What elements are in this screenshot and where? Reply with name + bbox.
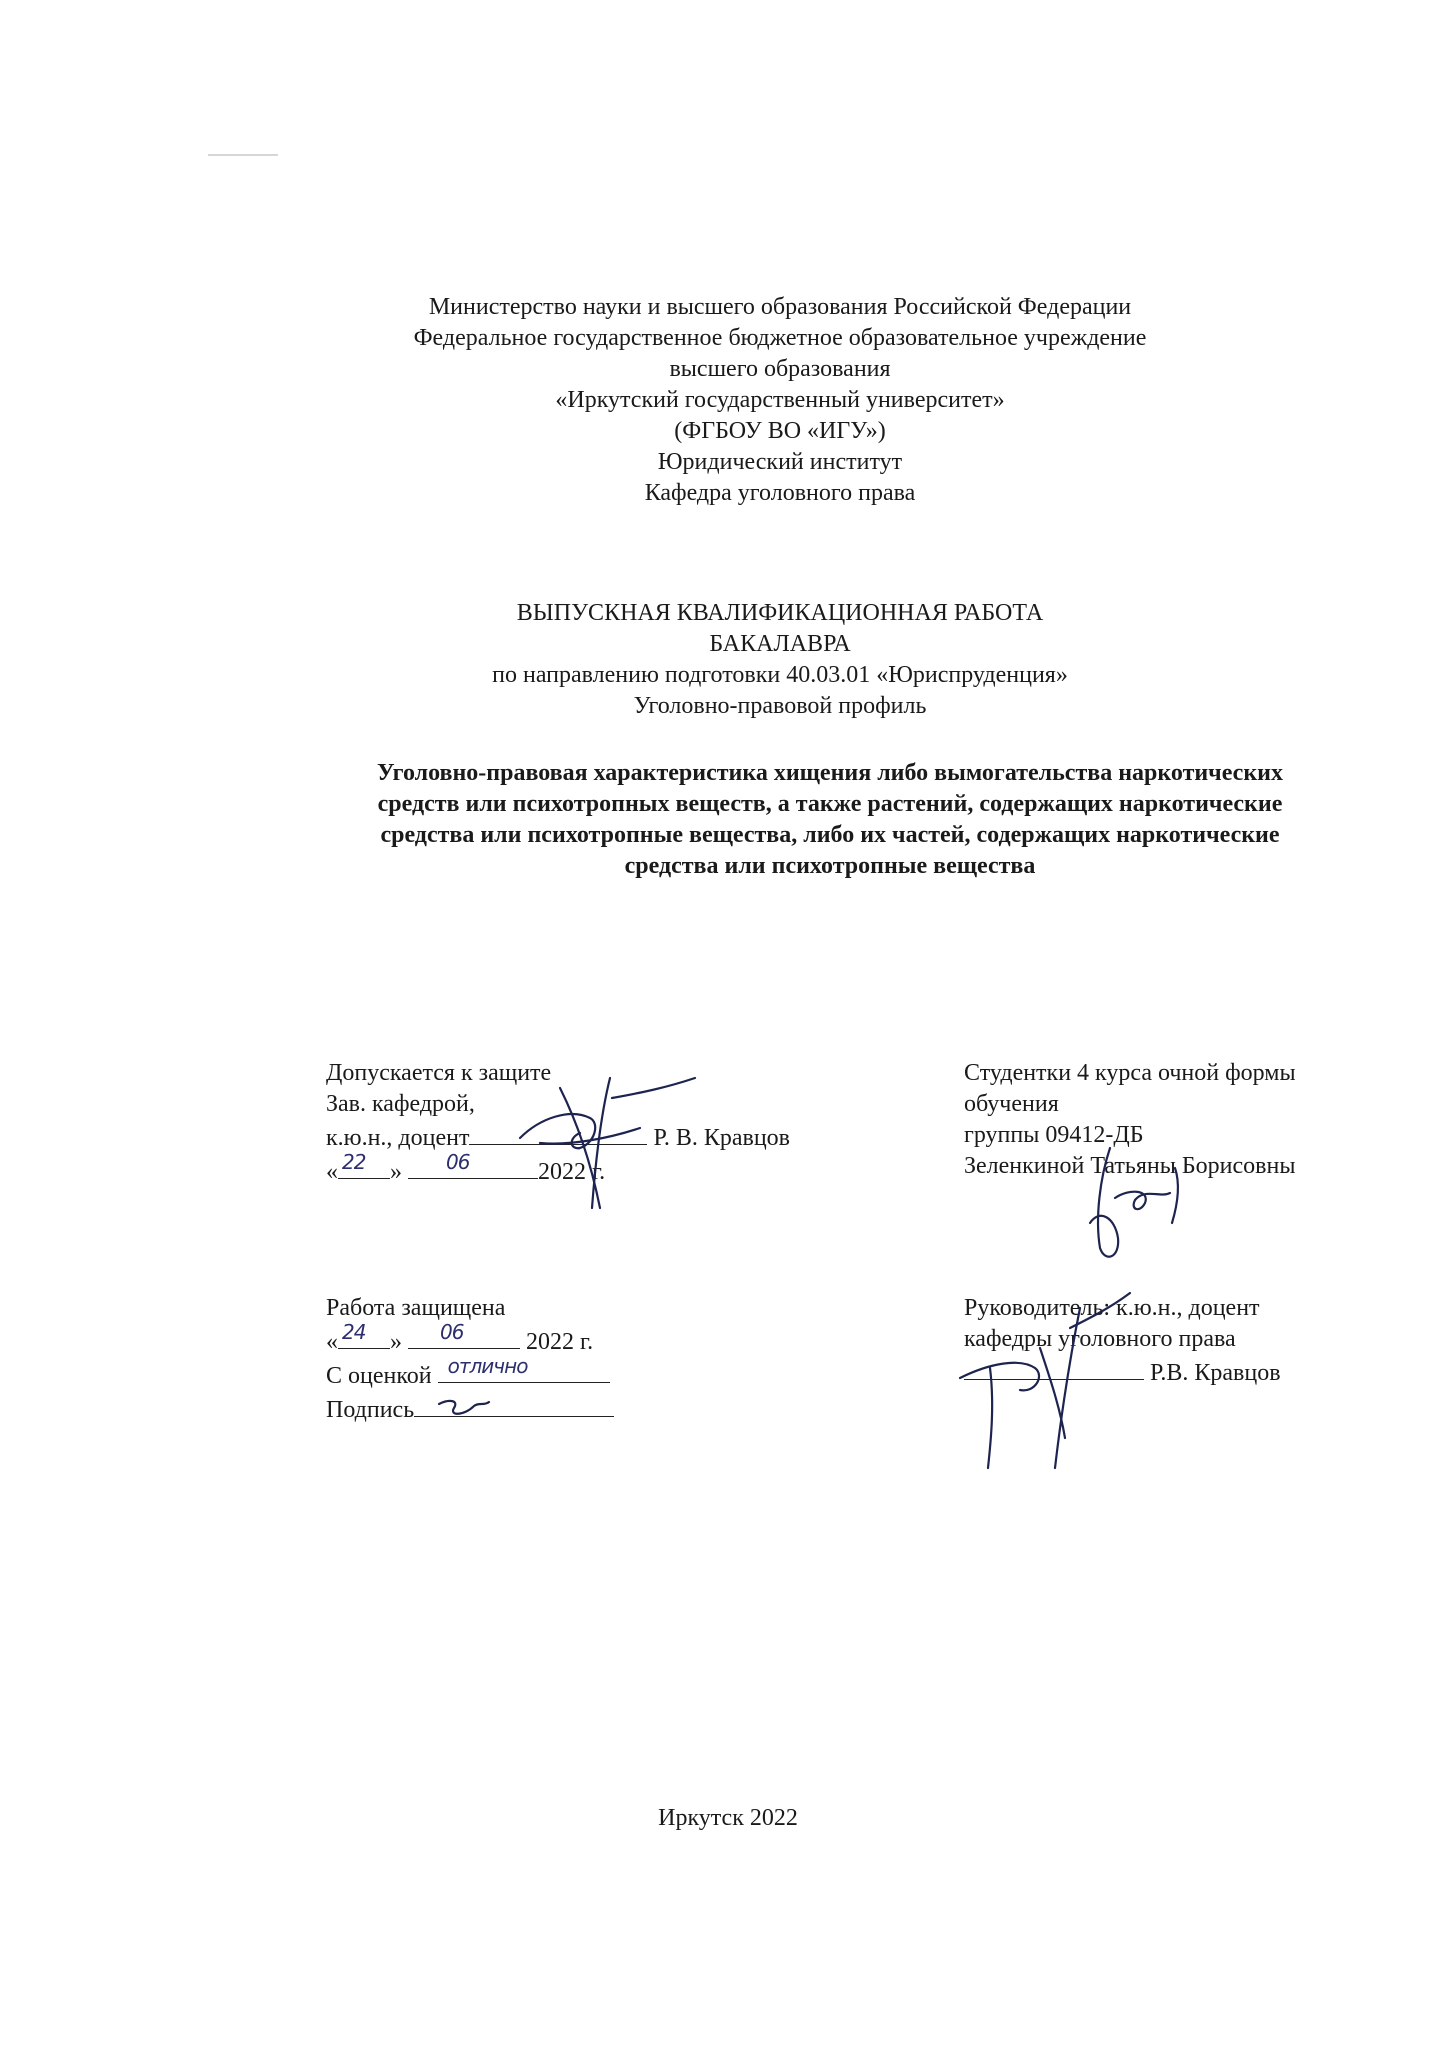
thesis-title <box>330 758 1330 882</box>
university-name-line: «Иркутский государственный университет» <box>555 387 1005 413</box>
work-type-line: ВЫПУСКНАЯ КВАЛИФИКАЦИОННАЯ РАБОТА <box>516 600 1044 626</box>
defense-month-field: 06 <box>408 1324 520 1349</box>
student-signature-icon <box>1060 1128 1210 1268</box>
grade-line: С оценкой отлично <box>326 1358 614 1392</box>
supervisor-name: Р.В. Кравцов <box>1150 1360 1281 1386</box>
grade-field: отлично <box>438 1358 610 1383</box>
university-abbr-line: (ФГБОУ ВО «ИГУ») <box>674 418 886 444</box>
student-group-line: группы 09412-ДБ <box>964 1122 1144 1148</box>
supervisor-title-line: Руководитель: к.ю.н., доцент <box>964 1295 1260 1321</box>
title-line-4: средства или психотропные вещества <box>624 853 1036 879</box>
title-line-3: средства или психотропные вещества, либо их частей, содержащих наркотические <box>380 822 1280 848</box>
defense-date: « 24 » 06 2022 г. <box>326 1320 594 1355</box>
examiner-signature-icon <box>434 1394 494 1422</box>
title-line-2: средств или психотропных веществ, а также растений, содержащих наркотические <box>377 791 1283 817</box>
head-signature-line: к.ю.н., доцент Р. В. Кравцов <box>326 1120 790 1154</box>
student-course-line: Студентки 4 курса очной формы <box>964 1060 1296 1086</box>
student-form-line: обучения <box>964 1091 1059 1117</box>
city-year: Иркутск 2022 <box>658 1805 798 1831</box>
institute-line: Юридический институт <box>657 449 903 475</box>
education-level-line: высшего образования <box>669 356 891 382</box>
head-of-department-label: Зав. кафедрой, <box>326 1091 475 1117</box>
defense-day-field: 24 <box>338 1324 390 1349</box>
supervisor-department-line: кафедры уголовного права <box>964 1326 1236 1352</box>
head-name: Р. В. Кравцов <box>653 1125 791 1151</box>
ministry-line: Министерство науки и высшего образования Российской Федерации <box>428 294 1132 320</box>
head-signature-icon <box>500 1058 700 1228</box>
supervisor-signature-icon <box>950 1288 1140 1478</box>
admission-label: Допускается к защите <box>326 1060 552 1086</box>
degree-line: БАКАЛАВРА <box>709 631 851 657</box>
scan-edge-mark <box>208 154 278 156</box>
institution-type-line: Федеральное государственное бюджетное образовательное учреждение <box>413 325 1147 351</box>
admission-date: « 22 » 06 2022 г. <box>326 1150 606 1185</box>
signature-label-line: Подпись <box>326 1392 614 1426</box>
work-type-block <box>360 598 1200 722</box>
program-line: по направлению подготовки 40.03.01 «Юриспруденция» <box>492 662 1068 688</box>
defense-label: Работа защищена <box>326 1295 506 1321</box>
date-day-field: 22 <box>338 1154 390 1179</box>
student-name-line: Зеленкиной Татьяны Борисовны <box>964 1153 1296 1179</box>
title-line-1: Уголовно-правовая характеристика хищения либо вымогательства наркотических <box>377 760 1283 786</box>
department-line: Кафедра уголовного права <box>644 480 916 506</box>
date-month-field: 06 <box>408 1154 538 1179</box>
institution-header <box>300 292 1260 509</box>
profile-line: Уголовно-правовой профиль <box>633 693 927 719</box>
